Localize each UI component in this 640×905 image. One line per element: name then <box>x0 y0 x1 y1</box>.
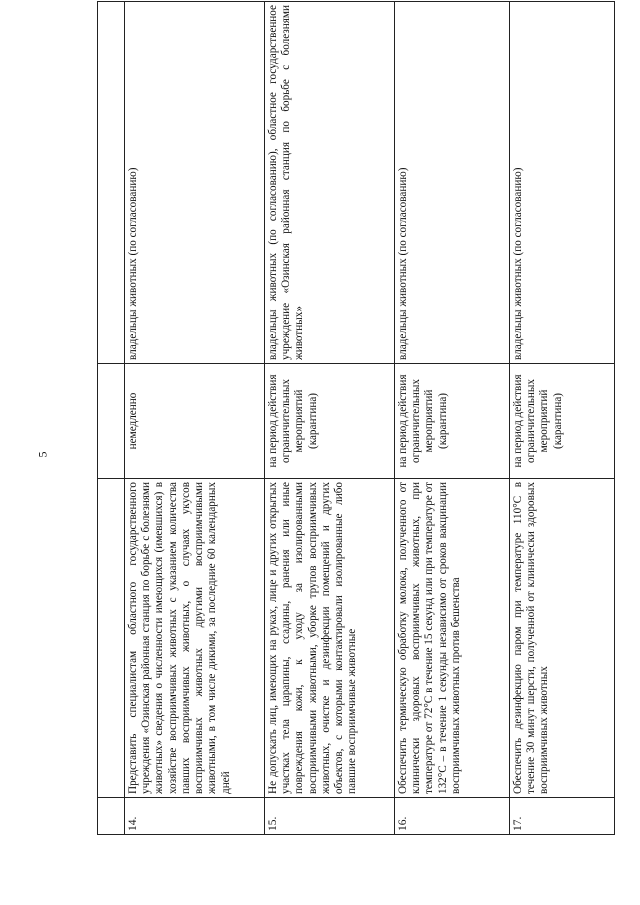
row-responsible: владельцы животных (по согласованию), областное государственное учреждение «Озинская районная станция по борьбе с болезнями животных» <box>265 2 395 364</box>
table-top-continuation <box>98 2 125 835</box>
table-row <box>510 2 615 835</box>
rotated-table-wrapper <box>97 5 612 835</box>
row-term: на период действия ограничительных мероприятий (карантина) <box>265 364 395 479</box>
measures-table <box>97 1 615 835</box>
row-number: 16. <box>395 798 510 835</box>
row-number: 14. <box>125 798 265 835</box>
table-row <box>265 2 395 835</box>
row-action: Представить специалистам областного государственного учреждения «Озинская районная станция по борьбе с болезнями животных» сведения о численности имеющихся (имевшихся) в хозяйстве восприимчивых животных с указанием количества павших восприимчивых животных, о случаях укусов восприимчивых животных другими восприимчивыми животными, в том числе дикими, за последние 60 календарных дней <box>125 479 265 798</box>
row-action: Обеспечить дезинфекцию паром при температуре 110°С в течение 30 минут шерсти, полученной от клинически здоровых восприимчивых животных <box>510 479 615 798</box>
table-row <box>125 2 265 835</box>
row-term: на период действия ограничительных мероприятий (карантина) <box>395 364 510 479</box>
row-responsible: владельцы животных (по согласованию) <box>125 2 265 364</box>
row-number: 15. <box>265 798 395 835</box>
table-row <box>395 2 510 835</box>
row-responsible: владельцы животных (по согласованию) <box>510 2 615 364</box>
row-action: Обеспечить термическую обработку молока, полученного от клинически здоровых восприимчивых животных, при температуре от 72°С в течение 15 секунд или при температуре от 132°С – в течение 1 секунды независимо от сроков вакцинации восприимчивых животных против бешенства <box>395 479 510 798</box>
row-responsible: владельцы животных (по согласованию) <box>395 2 510 364</box>
page-number: 5 <box>35 451 50 458</box>
row-term: на период действия ограничительных мероприятий (карантина) <box>510 364 615 479</box>
row-number: 17. <box>510 798 615 835</box>
row-action: Не допускать лиц, имеющих на руках, лице и других открытых участках тела царапины, ссадины, ранения или иные повреждения кожи, к уходу за изолированными восприимчивыми животными, уборке трупов восприимчивых животных, очистке и дезинфекции помещений и других объектов, с которыми контактировали изолированные либо павшие восприимчивые животные <box>265 479 395 798</box>
row-term: немедленно <box>125 364 265 479</box>
